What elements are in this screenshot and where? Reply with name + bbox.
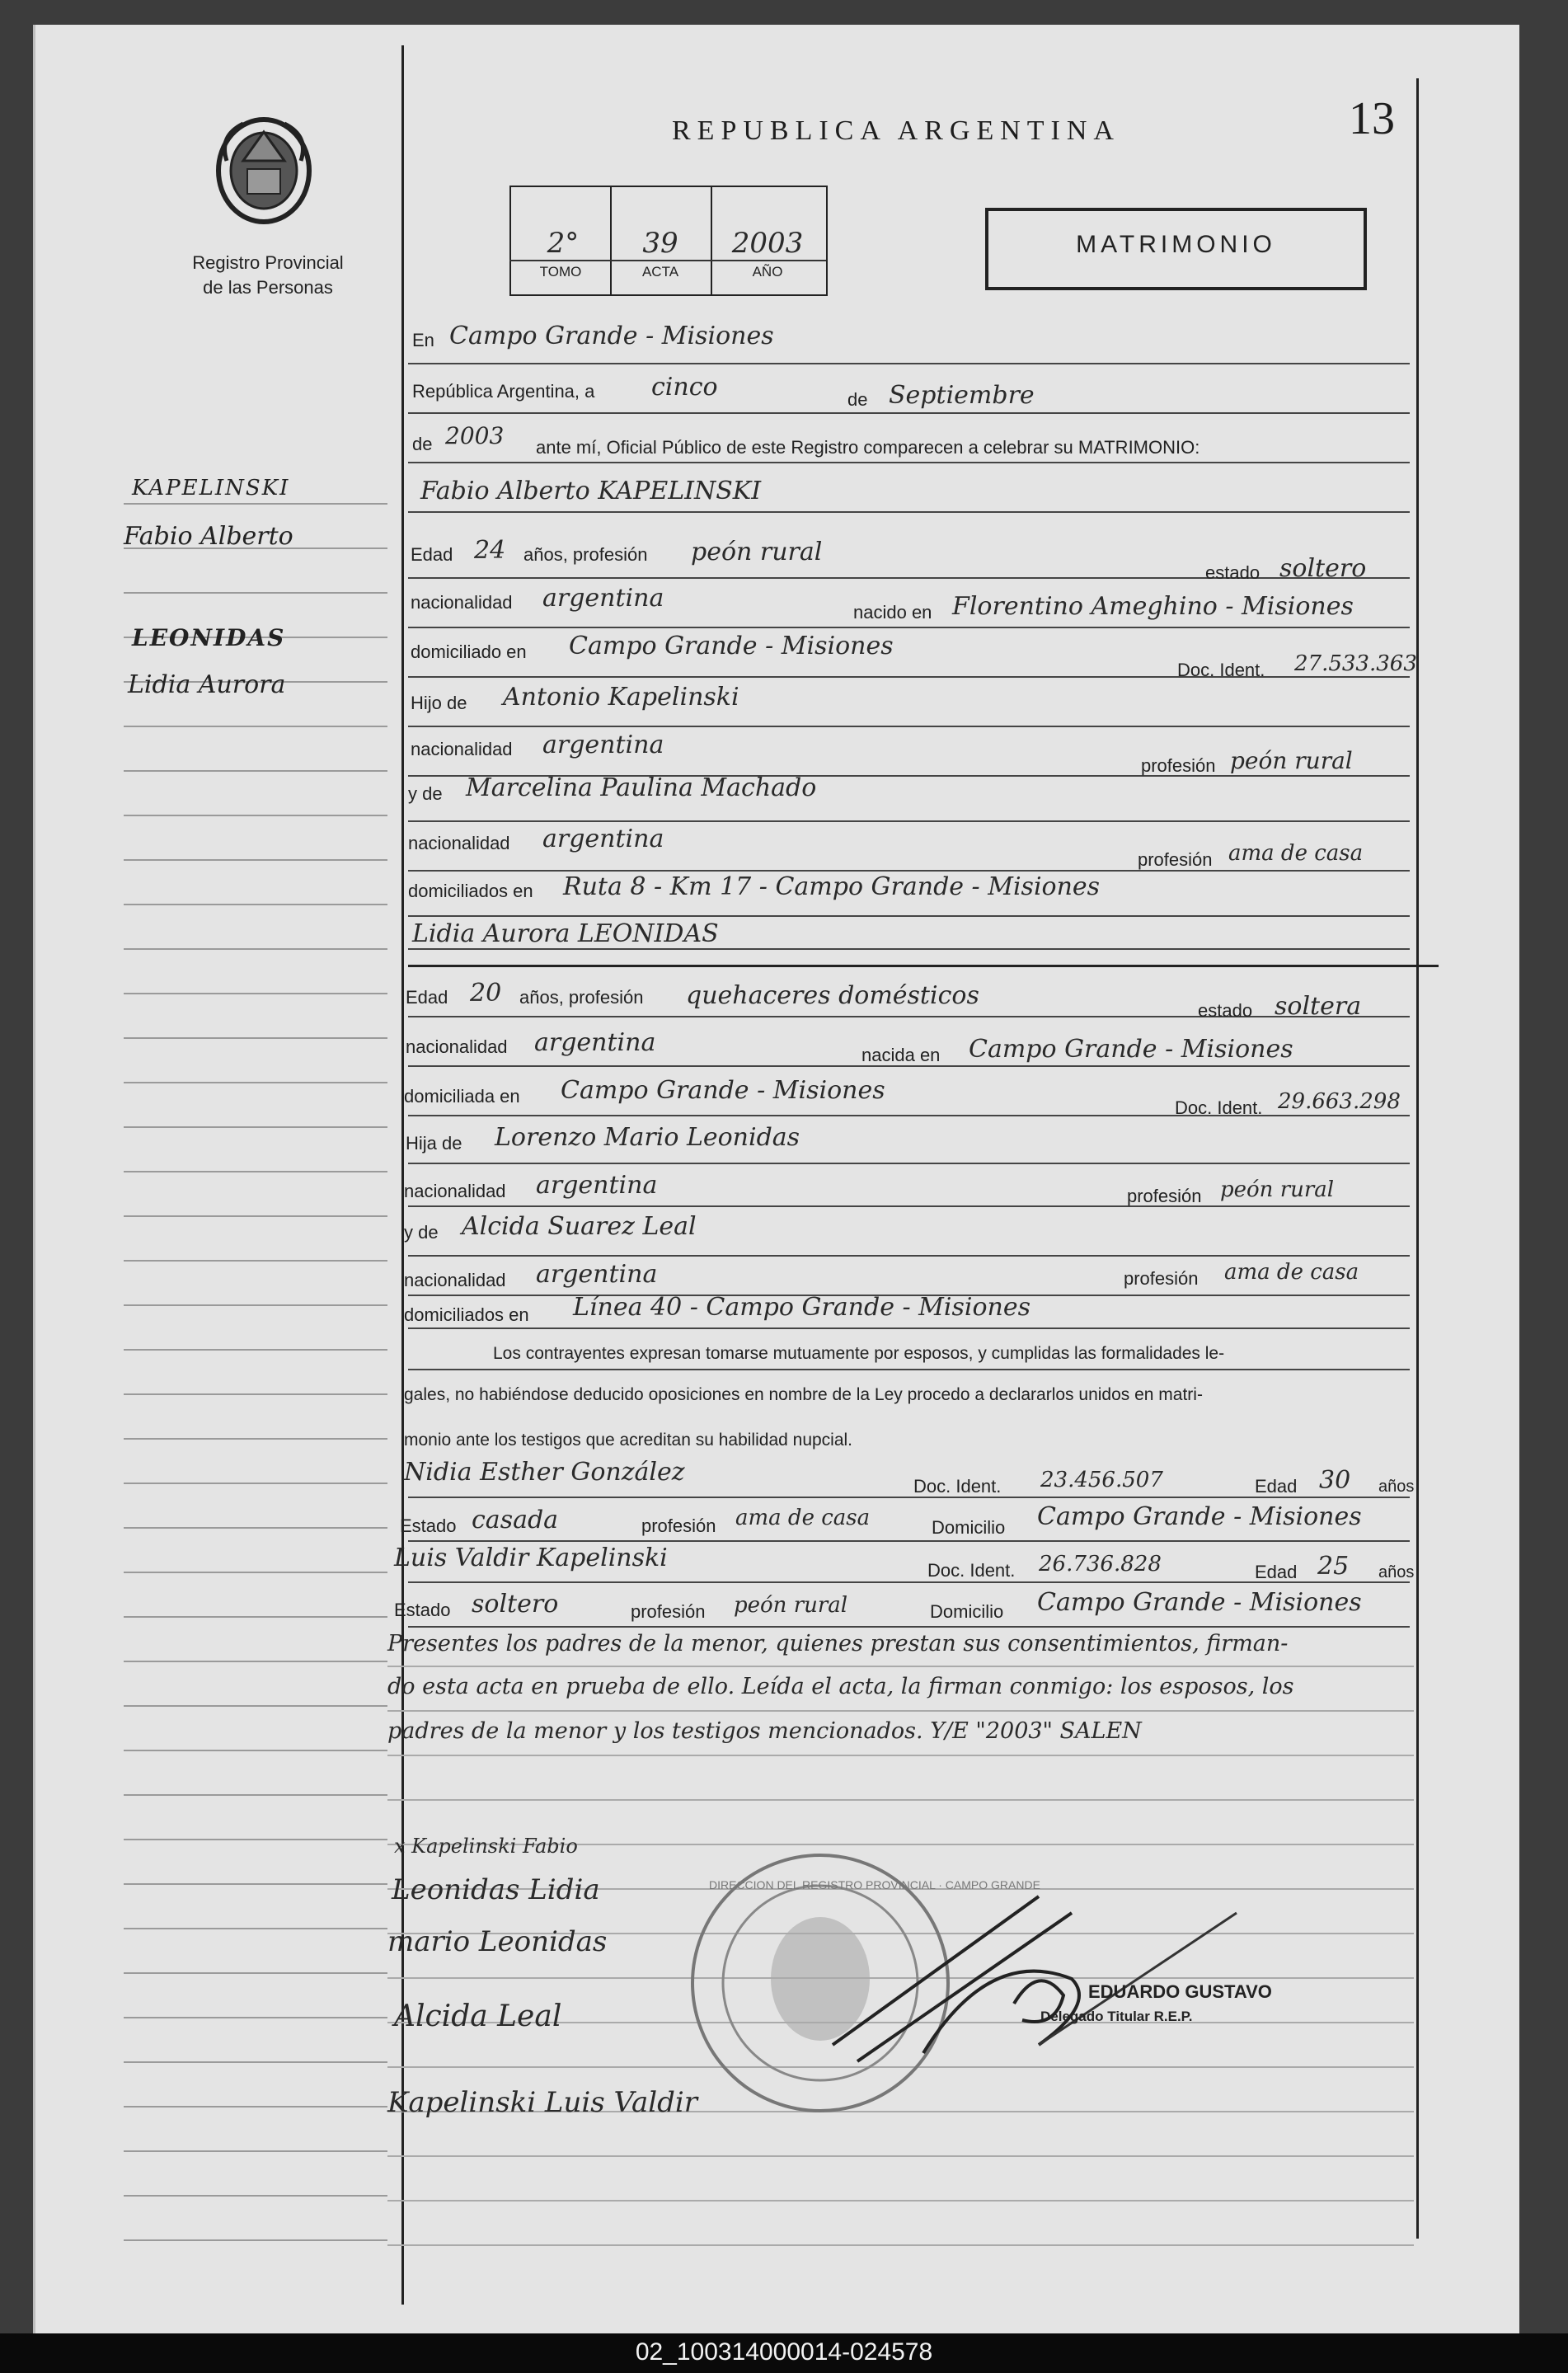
- intro-statement: ante mí, Oficial Público de este Registro comparecen a celebrar su MATRIMONIO:: [536, 437, 1200, 458]
- intro-month: Septiembre: [889, 381, 1035, 410]
- bride-status: soltera: [1275, 992, 1362, 1021]
- groom-profession: peón rural: [691, 538, 823, 566]
- form-underline: [408, 726, 1410, 727]
- groom-edad-label: Edad: [411, 544, 453, 565]
- form-underline: [408, 1016, 1410, 1017]
- margin-ruled-line: [124, 1260, 387, 1262]
- form-underline: [408, 948, 1410, 950]
- intro-day: cinco: [651, 373, 718, 402]
- groom-nationality: argentina: [542, 584, 664, 613]
- margin-ruled-line: [124, 948, 387, 950]
- witness2-age: 25: [1317, 1552, 1350, 1581]
- witness1-name: Nidia Esther González: [404, 1458, 685, 1487]
- witness1-profession: ama de casa: [735, 1506, 871, 1530]
- witness2-domicile: Campo Grande - Misiones: [1037, 1588, 1362, 1617]
- margin-ruled-line: [124, 1304, 387, 1306]
- provincial-seal: [210, 111, 317, 231]
- margin-ruled-line: [124, 993, 387, 994]
- tomo-label: TOMO: [539, 264, 582, 280]
- witness2-prof-label: profesión: [631, 1601, 706, 1622]
- signature-4: Alcida Leal: [394, 1999, 562, 2033]
- registry-name-line2: de las Personas: [203, 277, 333, 298]
- form-underline: [408, 1327, 1410, 1329]
- margin-ruled-line: [124, 592, 387, 594]
- bride-nationality: argentina: [534, 1028, 656, 1057]
- bride-estado-label: estado: [1198, 1000, 1253, 1021]
- bride-mother-prof-label: profesión: [1124, 1268, 1199, 1289]
- groom-mother-nat-label: nacionalidad: [408, 833, 510, 853]
- ano-value: 2003: [731, 227, 804, 260]
- record-type: MATRIMONIO: [1076, 231, 1276, 258]
- groom-nac-label: nacionalidad: [411, 592, 513, 613]
- form-underline: [408, 1205, 1410, 1207]
- form-underline: [408, 627, 1410, 628]
- signature-6: Kapelinski Luis Valdir: [387, 2086, 698, 2119]
- margin-ruled-line: [124, 2239, 387, 2241]
- margin-ruled-line: [124, 1616, 387, 1618]
- margin-ruled-line: [124, 1750, 387, 1751]
- form-underline: [408, 462, 1410, 463]
- witness1-doc: 23.456.507: [1040, 1468, 1163, 1492]
- groom-nacido-label: nacido en: [853, 602, 932, 623]
- witness2-edad-label: Edad: [1255, 1562, 1298, 1582]
- margin-ruled-line: [124, 1794, 387, 1796]
- form-underline: [408, 1163, 1410, 1164]
- witness1-dom-label: Domicilio: [932, 1517, 1006, 1538]
- margin-ruled-line: [124, 1215, 387, 1217]
- bride-father-nat-label: nacionalidad: [404, 1181, 506, 1201]
- form-underline: [408, 965, 1439, 967]
- ano-label: AÑO: [752, 264, 783, 280]
- groom-father-prof-label: profesión: [1141, 755, 1216, 776]
- groom-father-nat-label: nacionalidad: [411, 739, 513, 759]
- margin-ruled-line: [124, 2017, 387, 2018]
- intro-year: 2003: [445, 422, 505, 449]
- groom-mother-nat: argentina: [542, 825, 664, 853]
- witness1-estado-label: Estado: [400, 1515, 457, 1536]
- margin-ruled-line: [124, 904, 387, 905]
- act-box-rule: [509, 260, 826, 261]
- margin-ruled-line: [124, 1928, 387, 1929]
- groom-hijo-label: Hijo de: [411, 693, 467, 713]
- bride-yde-label: y de: [404, 1222, 439, 1243]
- margin-ruled-line: [124, 1171, 387, 1172]
- bride-mother: Alcida Suarez Leal: [462, 1212, 697, 1241]
- bride-doc: 29.663.298: [1278, 1089, 1401, 1114]
- bride-father-prof: peón rural: [1220, 1177, 1335, 1202]
- declaration-line1: Los contrayentes expresan tomarse mutuamente por esposos, y cumplidas las formalidades le-: [493, 1344, 1225, 1363]
- signature-line: [387, 2155, 1414, 2157]
- margin-ruled-line: [124, 1572, 387, 1573]
- signature-line: [387, 1755, 1414, 1756]
- signature-line: [387, 1799, 1414, 1801]
- groom-father: Antonio Kapelinski: [503, 683, 739, 712]
- margin-ruled-line: [124, 2150, 387, 2152]
- right-frame-line: [1416, 78, 1419, 2239]
- witness2-name: Luis Valdir Kapelinski: [394, 1544, 668, 1572]
- bride-age: 20: [470, 979, 502, 1008]
- form-underline: [408, 915, 1410, 917]
- bride-nac-label: nacionalidad: [406, 1036, 508, 1057]
- margin-divider-line: [401, 45, 404, 2305]
- margin-ruled-line: [124, 1483, 387, 1484]
- form-underline: [408, 1540, 1410, 1542]
- form-underline: [408, 820, 1410, 822]
- bride-mother-prof: ama de casa: [1224, 1260, 1359, 1285]
- margin-ruled-line: [124, 1839, 387, 1840]
- bride-dom-label: domiciliada en: [404, 1086, 520, 1107]
- margin-ruled-line: [124, 726, 387, 727]
- witness1-status: casada: [472, 1506, 559, 1534]
- acta-label: ACTA: [641, 264, 679, 280]
- groom-doc-label: Doc. Ident.: [1177, 660, 1265, 680]
- country-title: REPUBLICA ARGENTINA: [672, 115, 1120, 146]
- witness1-domicile: Campo Grande - Misiones: [1037, 1502, 1362, 1531]
- witness2-status: soltero: [472, 1590, 559, 1619]
- signature-2: Leonidas Lidia: [392, 1873, 600, 1906]
- stamp-text: DIRECCION DEL REGISTRO PROVINCIAL · CAMPO GRANDE: [709, 1878, 1040, 1891]
- groom-birthplace: Florentino Ameghino - Misiones: [952, 592, 1354, 621]
- margin-groom-given: Fabio Alberto: [124, 522, 293, 551]
- signature-3: mario Leonidas: [387, 1925, 608, 1958]
- margin-groom-surname: KAPELINSKI: [132, 476, 290, 500]
- groom-father-nat: argentina: [542, 731, 664, 759]
- groom-dom-label: domiciliado en: [411, 641, 527, 662]
- bride-domicile: Campo Grande - Misiones: [561, 1076, 885, 1105]
- image-caption: 02_100314000014-024578: [635, 2338, 933, 2366]
- groom-mother-prof-label: profesión: [1138, 849, 1213, 870]
- bride-full-name: Lidia Aurora LEONIDAS: [412, 919, 719, 948]
- groom-yde-label: y de: [408, 783, 443, 804]
- bride-parents-dom: Línea 40 - Campo Grande - Misiones: [573, 1293, 1030, 1322]
- form-underline: [408, 412, 1410, 414]
- official-name: EDUARDO GUSTAVO: [1088, 1981, 1272, 2002]
- form-underline: [408, 1255, 1410, 1257]
- intro-republica-label: República Argentina, a: [412, 381, 595, 402]
- groom-father-prof: peón rural: [1230, 747, 1353, 774]
- intro-en-label: En: [412, 330, 434, 350]
- margin-ruled-line: [124, 1883, 387, 1885]
- signature-line: [387, 2200, 1414, 2201]
- bride-parents-dom-label: domiciliados en: [404, 1304, 529, 1325]
- bride-father-prof-label: profesión: [1127, 1186, 1202, 1206]
- margin-bride-surname: LEONIDAS: [132, 624, 286, 651]
- groom-mother-prof: ama de casa: [1228, 841, 1364, 866]
- groom-domicile: Campo Grande - Misiones: [569, 632, 894, 660]
- groom-full-name: Fabio Alberto KAPELINSKI: [420, 477, 762, 505]
- bride-edad-label: Edad: [406, 987, 448, 1008]
- margin-ruled-line: [124, 1349, 387, 1351]
- bride-nacida-label: nacida en: [861, 1045, 941, 1065]
- bride-father: Lorenzo Mario Leonidas: [495, 1123, 800, 1152]
- margin-ruled-line: [124, 1438, 387, 1440]
- margin-ruled-line: [124, 770, 387, 772]
- witness2-profession: peón rural: [734, 1593, 848, 1618]
- margin-ruled-line: [124, 1972, 387, 1974]
- margin-ruled-line: [124, 859, 387, 861]
- groom-parents-dom-label: domiciliados en: [408, 881, 533, 901]
- witness2-doc-label: Doc. Ident.: [927, 1560, 1016, 1581]
- margin-ruled-line: [124, 2061, 387, 2063]
- bride-profession: quehaceres domésticos: [686, 981, 979, 1010]
- declaration-line3: monio ante los testigos que acreditan su habilidad nupcial.: [404, 1431, 853, 1450]
- groom-estado-label: estado: [1205, 562, 1261, 583]
- margin-ruled-line: [124, 2195, 387, 2197]
- bride-hija-label: Hija de: [406, 1133, 462, 1154]
- form-underline: [408, 1626, 1410, 1628]
- witness2-dom-label: Domicilio: [930, 1601, 1004, 1622]
- margin-ruled-line: [124, 503, 387, 505]
- witness1-doc-label: Doc. Ident.: [913, 1476, 1002, 1497]
- tomo-value: 2°: [547, 227, 580, 260]
- groom-status: soltero: [1279, 554, 1367, 583]
- witness1-prof-label: profesión: [641, 1515, 716, 1536]
- margin-ruled-line: [124, 1661, 387, 1662]
- intro-de-label: de: [847, 389, 868, 410]
- margin-ruled-line: [124, 1082, 387, 1083]
- margin-ruled-line: [124, 1705, 387, 1707]
- groom-parents-dom: Ruta 8 - Km 17 - Campo Grande - Misiones: [563, 872, 1101, 901]
- signature-line: [387, 1710, 1414, 1712]
- witness2-anos-label: años: [1378, 1563, 1415, 1581]
- intro-de2-label: de: [412, 434, 433, 454]
- signature-line: [387, 1666, 1414, 1667]
- groom-age: 24: [474, 536, 506, 565]
- witness1-edad-label: Edad: [1255, 1476, 1298, 1497]
- intro-place: Campo Grande - Misiones: [449, 322, 774, 350]
- margin-ruled-line: [124, 2106, 387, 2108]
- margin-bride-given: Lidia Aurora: [128, 670, 286, 699]
- signature-line: [387, 2244, 1414, 2246]
- bride-birthplace: Campo Grande - Misiones: [969, 1035, 1293, 1064]
- bride-mother-nat-label: nacionalidad: [404, 1270, 506, 1290]
- notes-line1: Presentes los padres de la menor, quienes prestan sus consentimientos, firman-: [387, 1631, 1289, 1656]
- form-underline: [408, 870, 1410, 872]
- notes-line3: padres de la menor y los testigos mencionados. Y/E "2003" SALEN: [387, 1718, 1142, 1744]
- witness1-anos-label: años: [1378, 1478, 1415, 1496]
- groom-anos-label: años, profesión: [523, 544, 648, 565]
- registry-name-line1: Registro Provincial: [192, 252, 344, 273]
- acta-value: 39: [642, 227, 678, 260]
- margin-ruled-line: [124, 1126, 387, 1128]
- page-number: 13: [1349, 93, 1395, 144]
- form-underline: [408, 363, 1410, 364]
- margin-ruled-line: [124, 1037, 387, 1039]
- margin-ruled-line: [124, 1393, 387, 1395]
- bride-mother-nat: argentina: [536, 1260, 658, 1289]
- bride-father-nat: argentina: [536, 1171, 658, 1200]
- bride-doc-label: Doc. Ident.: [1175, 1097, 1263, 1118]
- groom-mother: Marcelina Paulina Machado: [466, 773, 817, 802]
- notes-line2: do esta acta en prueba de ello. Leída el acta, la firman conmigo: los esposos, los: [387, 1674, 1294, 1699]
- official-title: Delegado Titular R.E.P.: [1040, 2009, 1193, 2024]
- witness2-doc: 26.736.828: [1039, 1552, 1162, 1577]
- margin-ruled-line: [124, 815, 387, 816]
- margin-ruled-line: [124, 1527, 387, 1529]
- form-underline: [408, 511, 1410, 513]
- bride-anos-label: años, profesión: [519, 987, 644, 1008]
- witness1-age: 30: [1319, 1466, 1351, 1495]
- declaration-line2: gales, no habiéndose deducido oposiciones en nombre de la Ley procedo a declararlos unidos en matri-: [404, 1385, 1203, 1404]
- witness2-estado-label: Estado: [394, 1600, 451, 1620]
- groom-doc: 27.533.363: [1294, 651, 1417, 676]
- signature-1: x Kapelinski Fabio: [394, 1835, 578, 1858]
- form-underline: [408, 1369, 1410, 1370]
